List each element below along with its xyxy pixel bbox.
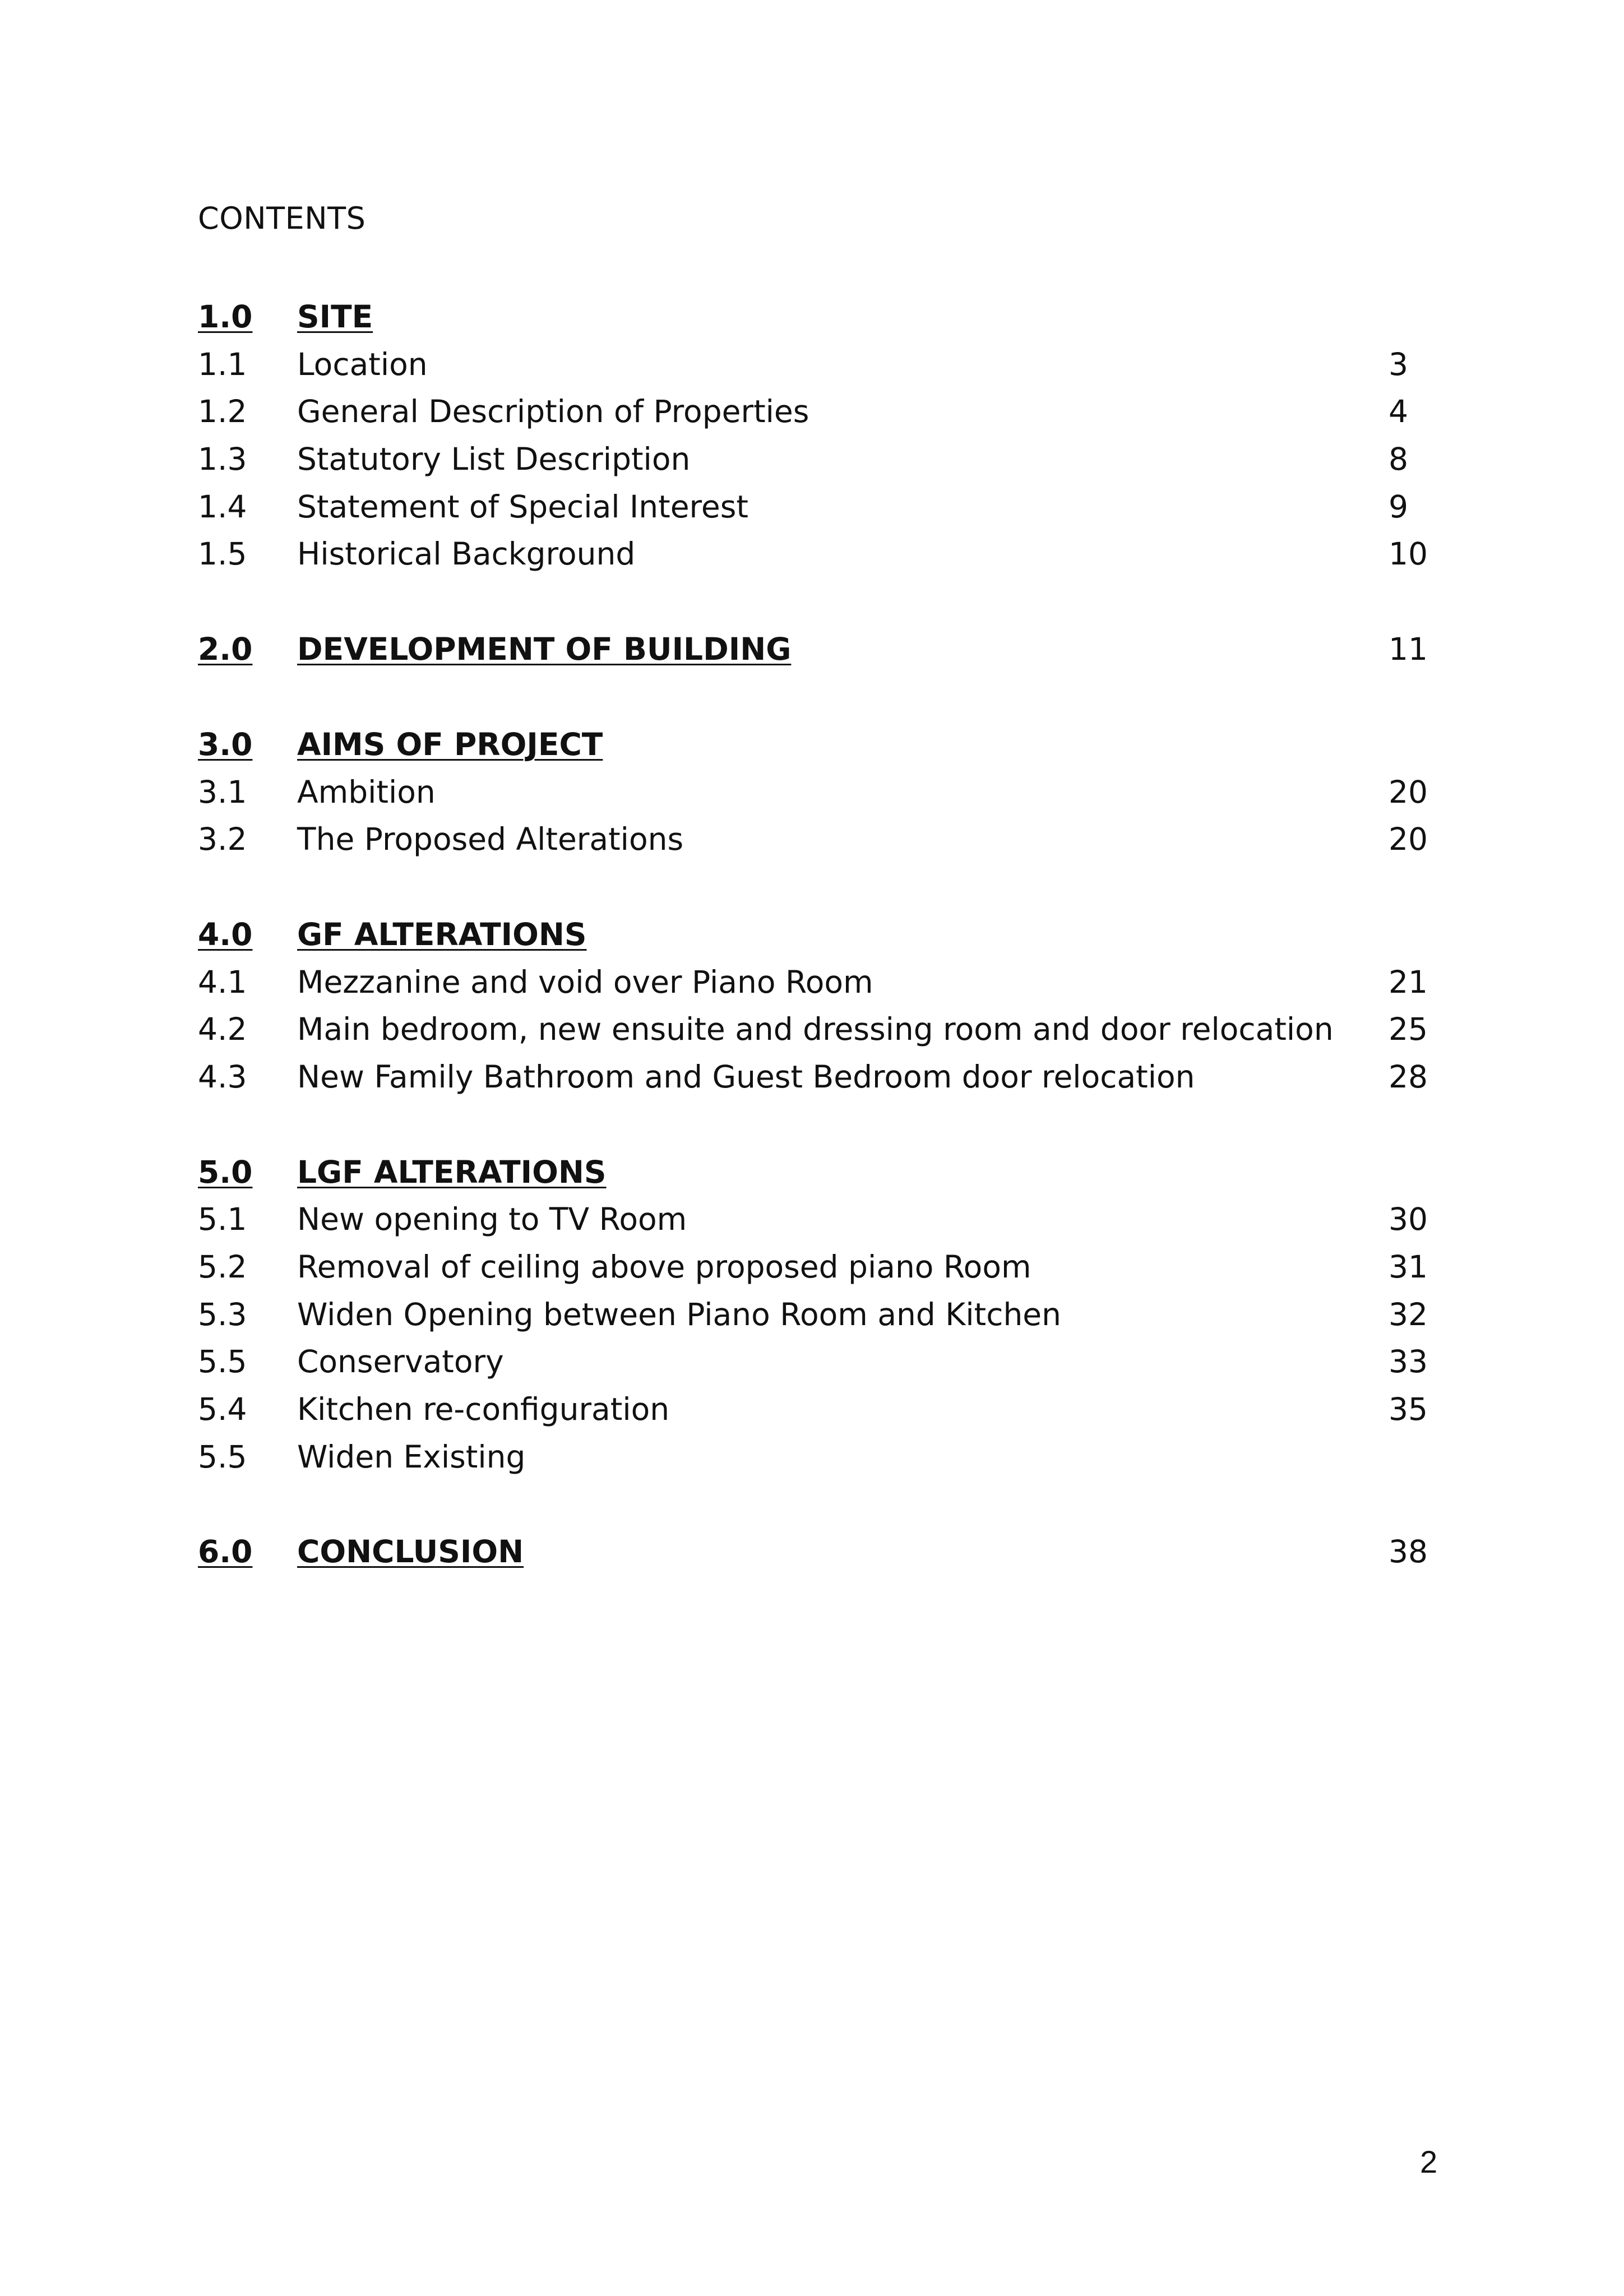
item-page: 20 [1389, 774, 1428, 810]
section-page: 11 [1389, 631, 1428, 668]
toc-item[interactable] [198, 1338, 1426, 1386]
item-page: 10 [1389, 536, 1428, 572]
item-page: 33 [1389, 1344, 1428, 1380]
toc-item[interactable] [198, 1386, 1426, 1433]
toc-item[interactable] [198, 1196, 1426, 1243]
item-title: Kitchen re-configuration [297, 1391, 670, 1428]
item-page: 21 [1389, 964, 1428, 1000]
section-number: 3.0 [198, 726, 253, 762]
item-title: Location [297, 346, 428, 382]
toc-section-heading[interactable] [198, 911, 1426, 959]
item-page: 28 [1389, 1058, 1428, 1095]
item-title: New Family Bathroom and Guest Bedroom door relocation [297, 1058, 1195, 1095]
item-page: 31 [1389, 1249, 1428, 1285]
item-number: 4.3 [198, 1058, 247, 1095]
item-title: New opening to TV Room [297, 1201, 687, 1238]
toc-item[interactable] [198, 816, 1426, 863]
toc-section-aims [198, 721, 1426, 863]
item-page: 30 [1389, 1201, 1428, 1238]
item-number: 1.1 [198, 346, 247, 382]
item-number: 5.4 [198, 1391, 247, 1428]
toc-item[interactable] [198, 483, 1426, 531]
toc-section-heading[interactable] [198, 1528, 1426, 1576]
toc-item[interactable] [198, 341, 1426, 388]
toc-item[interactable] [198, 1243, 1426, 1291]
item-number: 5.2 [198, 1249, 247, 1285]
section-title: DEVELOPMENT OF BUILDING [297, 631, 792, 668]
toc-section-heading[interactable] [198, 626, 1426, 673]
section-page: 38 [1389, 1534, 1428, 1570]
item-title: Statutory List Description [297, 441, 691, 478]
toc-section-conclusion [198, 1528, 1426, 1576]
item-number: 1.5 [198, 536, 247, 572]
item-title: Ambition [297, 774, 436, 810]
section-title: AIMS OF PROJECT [297, 726, 603, 762]
toc-section-development [198, 626, 1426, 673]
item-page: 9 [1389, 488, 1408, 525]
section-title: GF ALTERATIONS [297, 916, 587, 952]
section-title: SITE [297, 299, 373, 335]
table-of-contents [198, 293, 1426, 1623]
item-title: Conservatory [297, 1344, 504, 1380]
item-page: 32 [1389, 1296, 1428, 1332]
section-title: LGF ALTERATIONS [297, 1154, 607, 1190]
toc-item[interactable] [198, 436, 1426, 483]
item-number: 1.4 [198, 488, 247, 525]
item-number: 1.3 [198, 441, 247, 478]
section-number: 1.0 [198, 299, 253, 335]
item-number: 4.2 [198, 1011, 247, 1048]
item-page: 20 [1389, 821, 1428, 858]
item-title: Statement of Special Interest [297, 488, 748, 525]
section-title: CONCLUSION [297, 1534, 524, 1570]
item-page: 8 [1389, 441, 1408, 478]
item-number: 5.5 [198, 1344, 247, 1380]
item-page: 3 [1389, 346, 1408, 382]
item-number: 5.3 [198, 1296, 247, 1332]
toc-item[interactable] [198, 769, 1426, 816]
toc-section-heading[interactable] [198, 293, 1426, 341]
toc-item[interactable] [198, 1433, 1426, 1481]
section-number: 2.0 [198, 631, 253, 668]
toc-item[interactable] [198, 530, 1426, 578]
toc-item[interactable] [198, 1053, 1426, 1101]
item-title: Widen Opening between Piano Room and Kitchen [297, 1296, 1061, 1332]
item-page: 25 [1389, 1011, 1428, 1048]
page-number: 2 [1420, 2144, 1438, 2179]
item-number: 3.1 [198, 774, 247, 810]
toc-section-lgf-alterations [198, 1149, 1426, 1481]
item-number: 4.1 [198, 964, 247, 1000]
toc-section-gf-alterations [198, 911, 1426, 1101]
item-title: Main bedroom, new ensuite and dressing room and door relocation [297, 1011, 1334, 1048]
section-number: 5.0 [198, 1154, 253, 1190]
item-title: Mezzanine and void over Piano Room [297, 964, 873, 1000]
section-number: 6.0 [198, 1534, 253, 1570]
item-title: Historical Background [297, 536, 636, 572]
item-title: Removal of ceiling above proposed piano Room [297, 1249, 1031, 1285]
contents-heading: CONTENTS [198, 201, 366, 236]
item-title: The Proposed Alterations [297, 821, 684, 858]
toc-item[interactable] [198, 388, 1426, 436]
item-number: 3.2 [198, 821, 247, 858]
item-page: 35 [1389, 1391, 1428, 1428]
item-number: 5.5 [198, 1438, 247, 1475]
item-page: 4 [1389, 394, 1408, 430]
item-number: 1.2 [198, 394, 247, 430]
toc-section-heading[interactable] [198, 1149, 1426, 1196]
toc-item[interactable] [198, 959, 1426, 1006]
toc-section-heading[interactable] [198, 721, 1426, 769]
toc-item[interactable] [198, 1006, 1426, 1053]
section-number: 4.0 [198, 916, 253, 952]
item-title: Widen Existing [297, 1438, 526, 1475]
item-title: General Description of Properties [297, 394, 809, 430]
toc-item[interactable] [198, 1291, 1426, 1339]
toc-section-site [198, 293, 1426, 578]
item-number: 5.1 [198, 1201, 247, 1238]
